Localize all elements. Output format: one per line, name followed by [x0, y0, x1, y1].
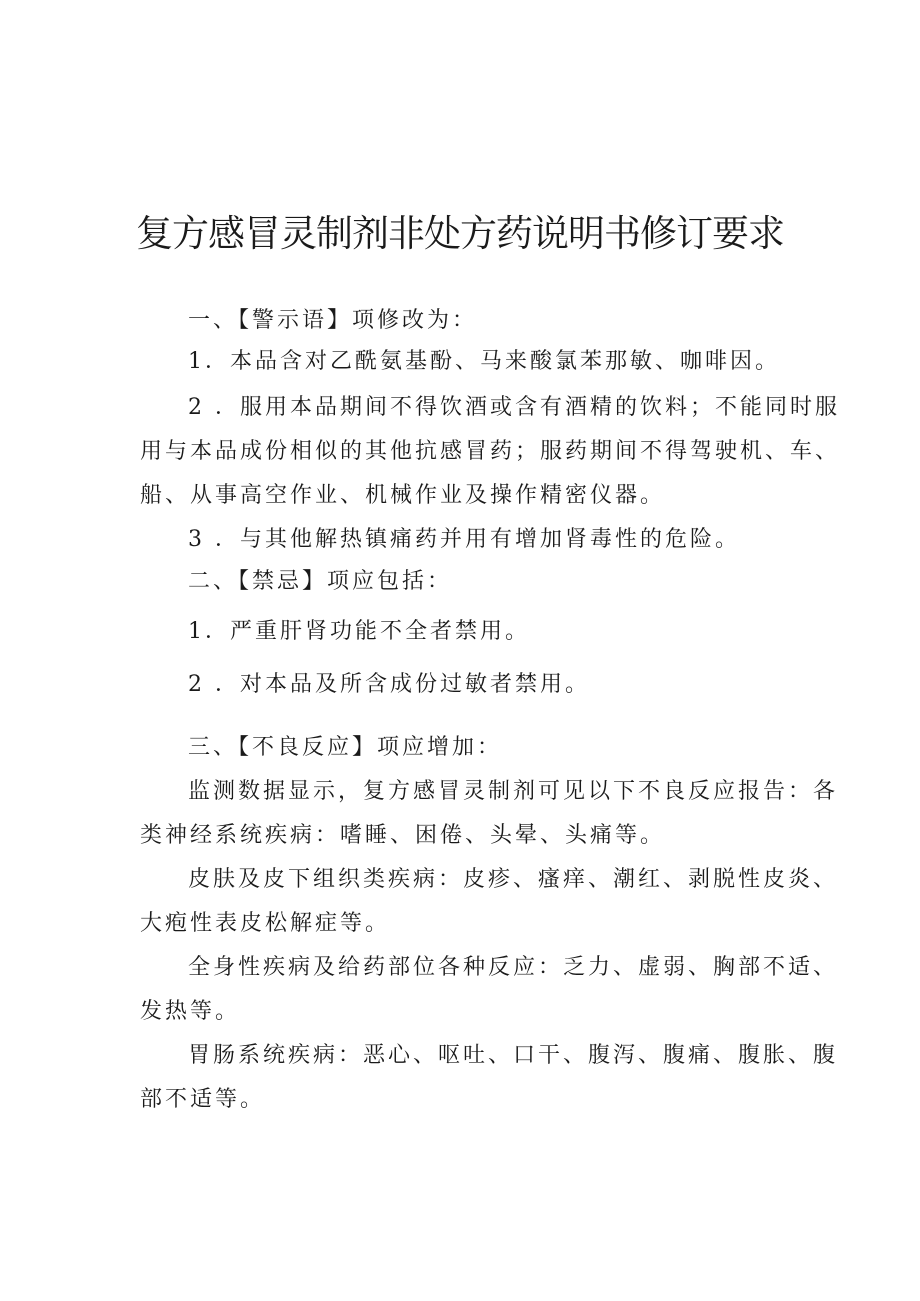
adverse-systemic: 全身性疾病及给药部位各种反应：乏力、虚弱、胸部不适、: [188, 955, 839, 980]
warning-item-2-cont-2: 船、从事高空作业、机械作业及操作精密仪器。: [140, 483, 666, 508]
adverse-nervous: 类神经系统疾病：嗜睡、困倦、头晕、头痛等。: [140, 823, 666, 848]
warning-item-2-cont-1: 用与本品成份相似的其他抗感冒药；服药期间不得驾驶机、车、: [140, 439, 841, 464]
warning-item-3: 3 ．与其他解热镇痛药并用有增加肾毒性的危险。: [188, 527, 740, 552]
adverse-skin: 皮肤及皮下组织类疾病：皮疹、瘙痒、潮红、剥脱性皮炎、: [188, 867, 839, 892]
warning-item-1: 1．本品含对乙酰氨基酚、马来酸氯苯那敏、咖啡因。: [188, 349, 780, 374]
adverse-intro: 监测数据显示，复方感冒灵制剂可见以下不良反应报告：各: [188, 779, 839, 804]
adverse-skin-cont: 大疱性表皮松解症等。: [140, 911, 391, 936]
contraindication-item-2: 2 ．对本品及所含成份过敏者禁用。: [188, 672, 590, 697]
section-heading-contraindications: 二、【禁忌】项应包括：: [188, 569, 453, 594]
section-heading-adverse-reactions: 三、【不良反应】项应增加：: [188, 735, 503, 760]
warning-item-2: 2 ．服用本品期间不得饮酒或含有酒精的饮料；不能同时服: [188, 395, 840, 420]
adverse-gastro-cont: 部不适等。: [140, 1087, 266, 1112]
section-heading-warning: 一、【警示语】项修改为：: [188, 308, 478, 333]
adverse-gastro: 胃肠系统疾病：恶心、呕吐、口干、腹泻、腹痛、腹胀、腹: [188, 1043, 839, 1068]
adverse-systemic-cont: 发热等。: [140, 999, 241, 1024]
document-title: 复方感冒灵制剂非处方药说明书修订要求: [136, 212, 784, 255]
contraindication-item-1: 1．严重肝肾功能不全者禁用。: [188, 619, 530, 644]
